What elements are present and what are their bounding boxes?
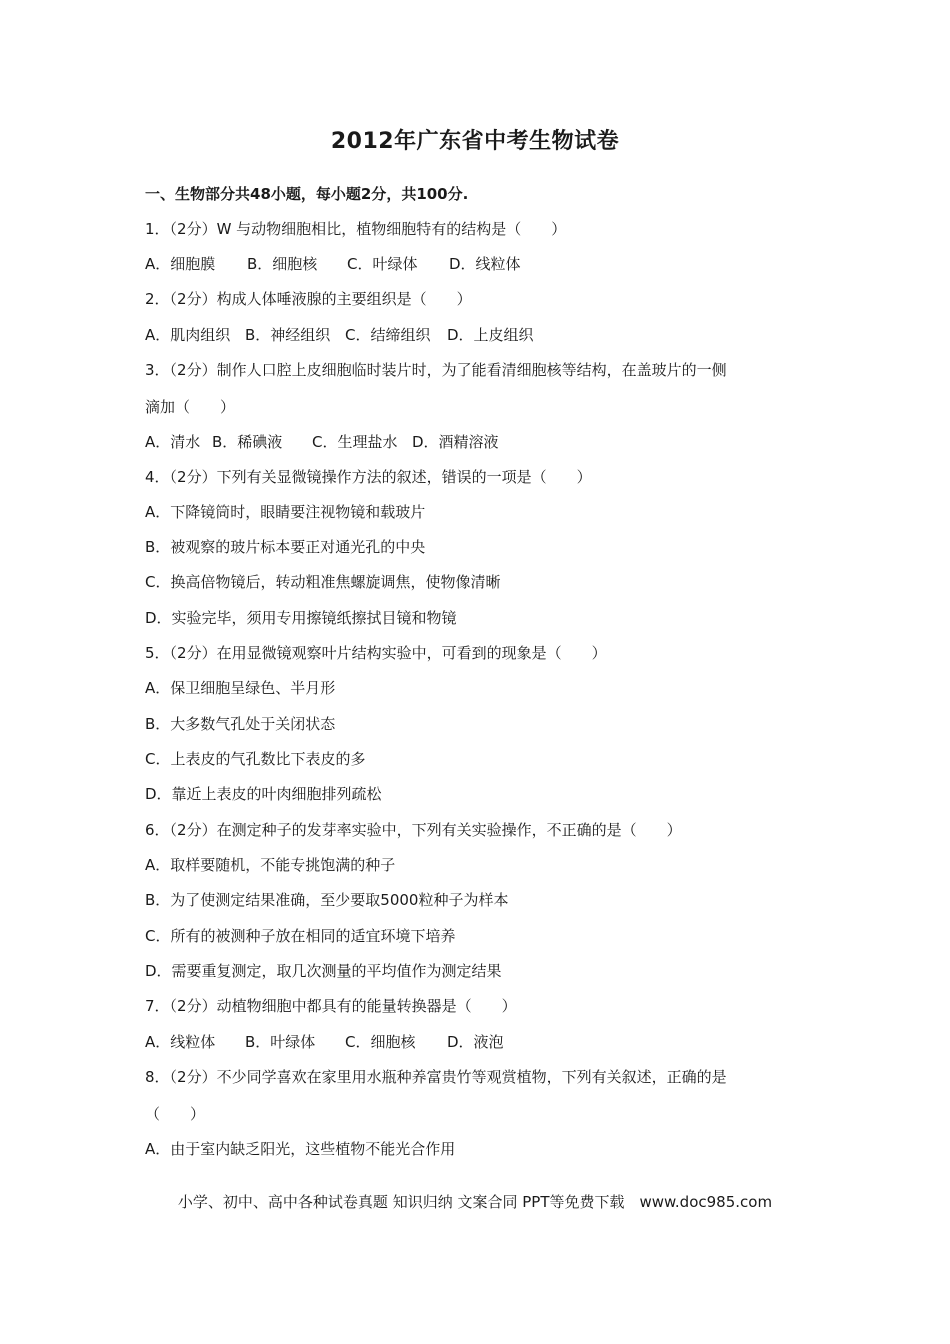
question-1-stem: 1．（2分）W 与动物细胞相比，植物细胞特有的结构是（ ） <box>145 220 567 238</box>
question-5-option-b: B．大多数气孔处于关闭状态 <box>145 715 336 733</box>
page-title: 2012年广东省中考生物试卷 <box>330 129 620 154</box>
option-b: B．细胞核 <box>247 255 318 273</box>
question-6-stem: 6．（2分）在测定种子的发芽率实验中，下列有关实验操作，不正确的是（ ） <box>145 821 682 839</box>
question-4-stem: 4．（2分）下列有关显微镜操作方法的叙述，错误的一项是（ ） <box>145 468 592 486</box>
option-d: D．液泡 <box>447 1033 504 1051</box>
option-c: C．细胞核 <box>345 1033 416 1051</box>
question-3-options <box>145 432 499 452</box>
question-4-option-c: C．换高倍物镜后，转动粗准焦螺旋调焦，使物像清晰 <box>145 573 501 591</box>
question-5-option-d: D．靠近上表皮的叶肉细胞排列疏松 <box>145 785 382 803</box>
question-6-option-a: A．取样要随机，不能专挑饱满的种子 <box>145 856 396 874</box>
option-d: D．酒精溶液 <box>412 433 499 451</box>
option-b: B．稀碘液 <box>212 433 283 451</box>
question-5-stem: 5．（2分）在用显微镜观察叶片结构实验中，可看到的现象是（ ） <box>145 644 607 662</box>
option-d: D．线粒体 <box>449 255 521 273</box>
question-5-option-a: A．保卫细胞呈绿色、半月形 <box>145 679 336 697</box>
question-6-option-b: B．为了使测定结果准确，至少要取5000粒种子为样本 <box>145 891 509 909</box>
question-7-stem: 7．（2分）动植物细胞中都具有的能量转换器是（ ） <box>145 997 517 1015</box>
option-a: A．线粒体 <box>145 1033 216 1051</box>
question-2-stem: 2．（2分）构成人体唾液腺的主要组织是（ ） <box>145 290 472 308</box>
question-1-options <box>145 254 521 274</box>
question-7-options <box>145 1032 504 1052</box>
option-c: C．结缔组织 <box>345 326 431 344</box>
page-footer: 小学、初中、高中各种试卷真题 知识归纳 文案合同 PPT等免费下载 www.doc985.com <box>177 1193 773 1211</box>
option-a: A．细胞膜 <box>145 255 216 273</box>
option-a: A．清水 <box>145 433 201 451</box>
question-3-stem: 3．（2分）制作人口腔上皮细胞临时装片时，为了能看清细胞核等结构，在盖玻片的一侧 <box>145 361 727 379</box>
question-8-stem-continued: （ ） <box>145 1105 206 1123</box>
option-a: A．肌肉组织 <box>145 326 231 344</box>
option-c: C．生理盐水 <box>312 433 398 451</box>
question-2-options <box>145 325 534 345</box>
option-b: B．叶绿体 <box>245 1033 316 1051</box>
section-heading: 一、生物部分共48小题，每小题2分，共100分. <box>145 185 469 203</box>
option-c: C．叶绿体 <box>347 255 418 273</box>
question-6-option-c: C．所有的被测种子放在相同的适宜环境下培养 <box>145 927 456 945</box>
question-4-option-a: A．下降镜筒时，眼睛要注视物镜和载玻片 <box>145 503 426 521</box>
option-d: D．上皮组织 <box>447 326 534 344</box>
option-b: B．神经组织 <box>245 326 331 344</box>
question-3-stem-continued: 滴加（ ） <box>145 398 236 416</box>
question-8-option-a: A．由于室内缺乏阳光，这些植物不能光合作用 <box>145 1140 456 1158</box>
question-5-option-c: C．上表皮的气孔数比下表皮的多 <box>145 750 366 768</box>
question-6-option-d: D．需要重复测定，取几次测量的平均值作为测定结果 <box>145 962 502 980</box>
question-4-option-d: D．实验完毕，须用专用擦镜纸擦拭目镜和物镜 <box>145 609 457 627</box>
question-8-stem: 8．（2分）不少同学喜欢在家里用水瓶种养富贵竹等观赏植物，下列有关叙述，正确的是 <box>145 1068 727 1086</box>
question-4-option-b: B．被观察的玻片标本要正对通光孔的中央 <box>145 538 426 556</box>
